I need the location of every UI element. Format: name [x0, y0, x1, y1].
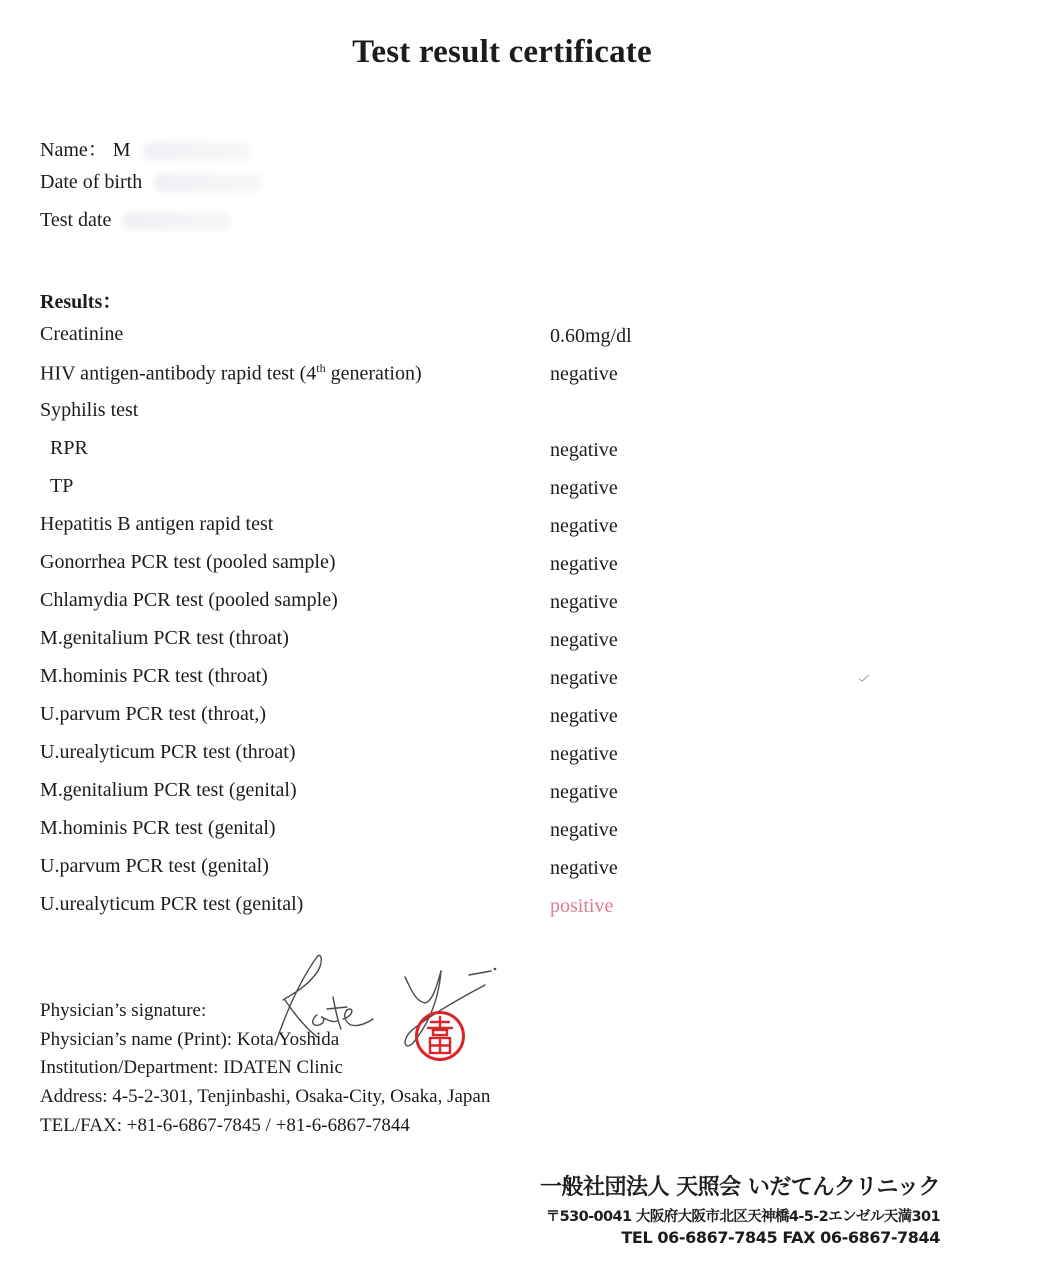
- result-row: [0, 323, 1050, 361]
- test-name: Hepatitis B antigen rapid test: [40, 513, 274, 535]
- result-value: negative: [550, 477, 618, 499]
- result-value: negative: [550, 857, 618, 879]
- result-value: negative: [550, 363, 618, 385]
- result-row: [0, 437, 1050, 475]
- test-name: HIV antigen-antibody rapid test (4th generation): [40, 361, 422, 385]
- result-row: [0, 475, 1050, 513]
- result-row: [0, 513, 1050, 551]
- result-row: [0, 399, 1050, 437]
- signature-label: Physician’s signature:: [40, 1000, 207, 1021]
- result-row: [0, 817, 1050, 855]
- result-row: [0, 855, 1050, 893]
- test-name: Syphilis test: [40, 399, 139, 421]
- test-date-line: [40, 209, 232, 232]
- result-row: [0, 779, 1050, 817]
- test-name: U.urealyticum PCR test (genital): [40, 893, 304, 915]
- test-date-label: Test date: [40, 209, 112, 231]
- result-row: [0, 741, 1050, 779]
- result-value: negative: [550, 819, 618, 841]
- result-value: negative: [550, 781, 618, 803]
- result-row: [0, 703, 1050, 741]
- result-value: 0.60mg/dl: [550, 325, 632, 347]
- test-name: U.urealyticum PCR test (throat): [40, 741, 296, 763]
- test-name: Creatinine: [40, 323, 124, 345]
- redacted-dob: [153, 174, 263, 192]
- result-value: negative: [550, 591, 618, 613]
- result-value: negative: [550, 439, 618, 461]
- result-value: negative: [550, 743, 618, 765]
- test-name: M.genitalium PCR test (throat): [40, 627, 289, 649]
- check-mark-icon: [858, 674, 870, 682]
- dob-line: [40, 171, 263, 194]
- result-value: negative: [550, 667, 618, 689]
- test-name: U.parvum PCR test (genital): [40, 855, 269, 877]
- test-name: RPR: [50, 437, 88, 459]
- result-value-positive: positive: [550, 895, 614, 917]
- test-name: Gonorrhea PCR test (pooled sample): [40, 551, 336, 573]
- result-value: negative: [550, 553, 618, 575]
- test-name: TP: [50, 475, 74, 497]
- results-heading: Results：: [40, 291, 123, 313]
- clinic-name-jp: 一般社団法人 天照会 いだてんクリニック: [540, 1175, 940, 1200]
- test-name: M.hominis PCR test (throat): [40, 665, 268, 687]
- clinic-tel-fax-jp: TEL 06-6867-7845 FAX 06-6867-7844: [621, 1228, 940, 1247]
- clinic-address-jp: 〒530-0041 大阪府大阪市北区天神橋4-5-2エンゼル天満301: [545, 1209, 940, 1225]
- address: Address: 4-5-2-301, Tenjinbashi, Osaka-City, Osaka, Japan: [40, 1086, 491, 1107]
- result-value: negative: [550, 705, 618, 727]
- result-row: [0, 665, 1050, 703]
- dob-label: Date: [40, 171, 78, 193]
- physician-name: Physician’s name (Print): Kota Yoshida: [40, 1029, 340, 1050]
- redacted-test-date: [122, 212, 232, 230]
- result-row: [0, 627, 1050, 665]
- result-value: negative: [550, 515, 618, 537]
- tel-fax: TEL/FAX: +81-6-6867-7845 / +81-6-6867-7844: [40, 1115, 410, 1136]
- name-fragment: M: [112, 139, 131, 161]
- test-name: M.hominis PCR test (genital): [40, 817, 276, 839]
- name-line: [40, 133, 252, 162]
- result-row: [0, 589, 1050, 627]
- result-row: [0, 361, 1050, 399]
- result-row: [0, 551, 1050, 589]
- test-name: Chlamydia PCR test (pooled sample): [40, 589, 338, 611]
- institution: Institution/Department: IDATEN Clinic: [40, 1057, 343, 1078]
- handwritten-signature: [255, 945, 505, 1055]
- test-name: M.genitalium PCR test (genital): [40, 779, 297, 801]
- test-name: U.parvum PCR test (throat,): [40, 703, 267, 725]
- red-seal-stamp: [414, 1010, 466, 1062]
- result-row: [0, 893, 1050, 931]
- redacted-name: [142, 142, 252, 160]
- result-value: negative: [550, 629, 618, 651]
- name-label: Name：: [40, 139, 108, 161]
- dob-fragment: of birth: [82, 171, 143, 193]
- document-title: Test result certificate: [352, 34, 652, 70]
